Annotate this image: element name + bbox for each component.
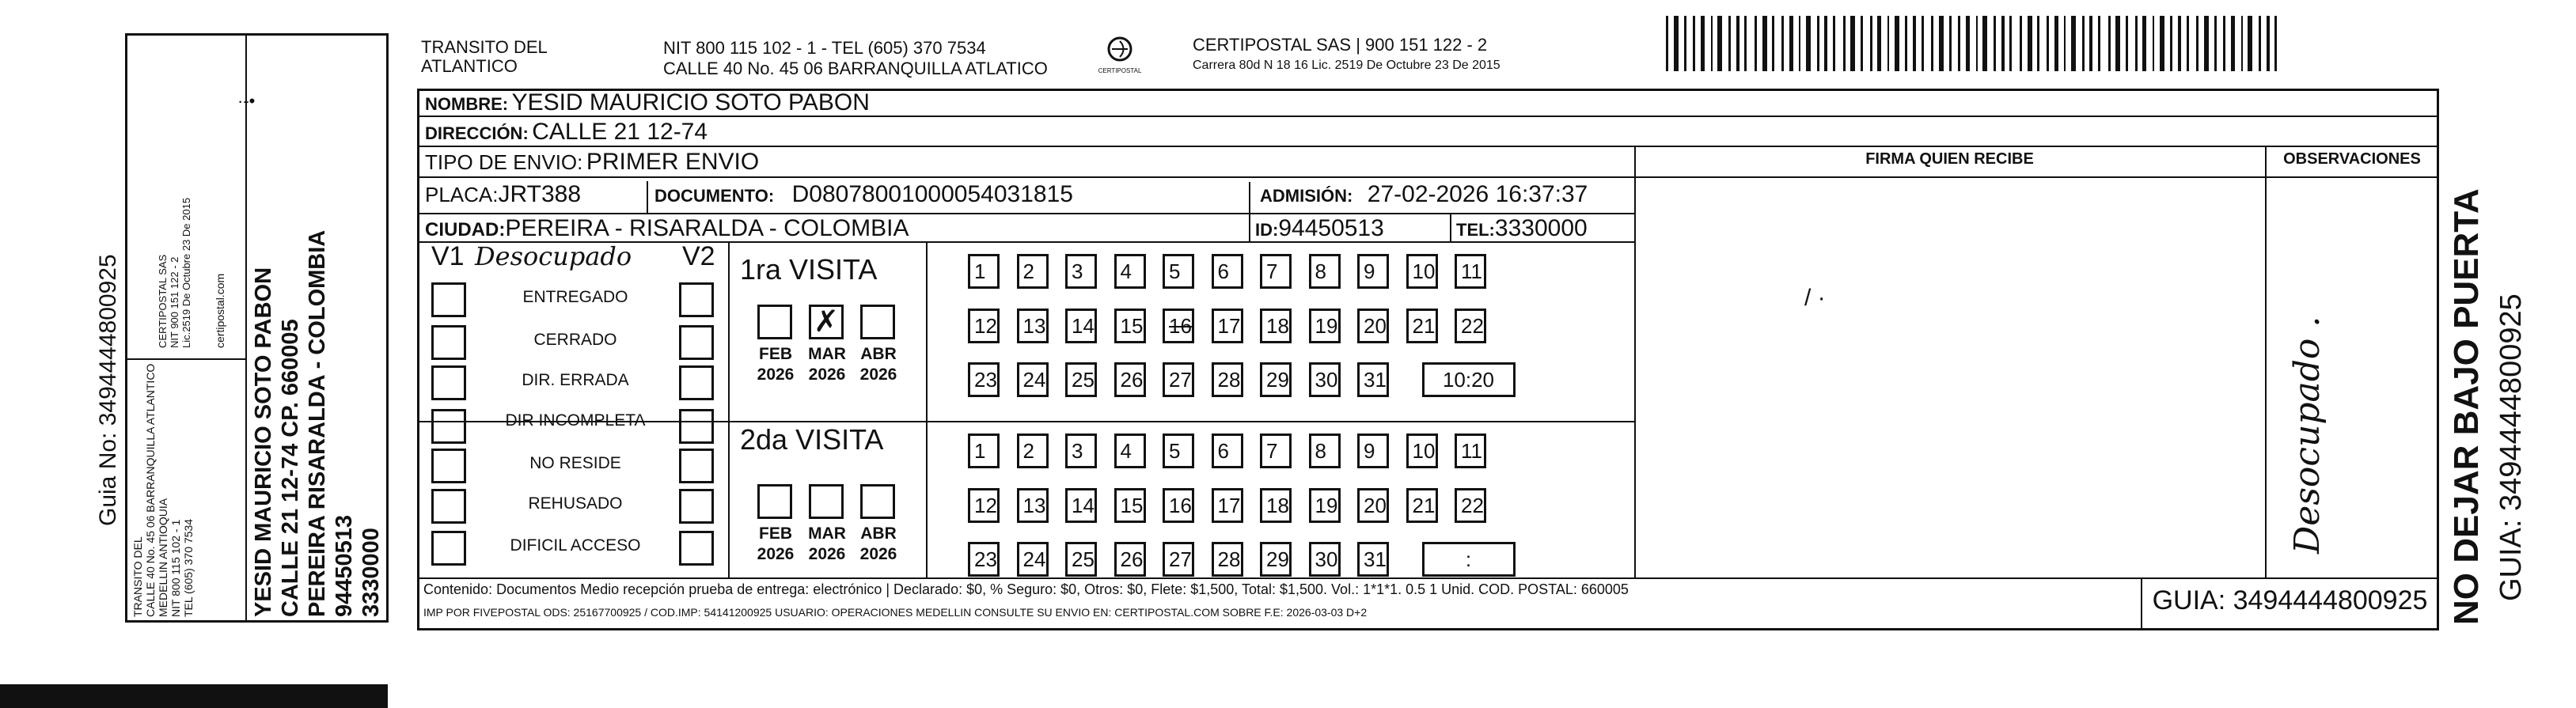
barcode-bar (1728, 16, 1731, 71)
firma-marks: / · (1804, 285, 1826, 311)
day-box[interactable]: 17 (1212, 488, 1243, 523)
status-entregado: ENTREGADO (522, 288, 628, 306)
stub-carrier-web: certipostal.com (214, 273, 226, 348)
placa-field: PLACA:JRT388 (425, 181, 582, 207)
status-cerrado: CERRADO (533, 331, 617, 349)
barcode-bar (1966, 16, 1970, 71)
day-box[interactable]: 10 (1406, 254, 1438, 289)
stub-mark: ·-• (237, 91, 256, 111)
day-box[interactable]: 20 (1357, 488, 1389, 523)
barcode-bar (1789, 16, 1793, 71)
day-box[interactable]: 17 (1212, 309, 1243, 343)
barcode-bar (2115, 16, 2120, 71)
barcode-bar (1870, 16, 1872, 71)
day-box[interactable]: 9 (1357, 434, 1389, 468)
day-box[interactable]: 4 (1114, 254, 1146, 289)
day-box[interactable]: 28 (1212, 362, 1243, 397)
day-box[interactable]: 31 (1357, 362, 1389, 397)
day-box[interactable]: 20 (1357, 309, 1389, 343)
barcode-bar (2187, 16, 2189, 71)
header-carrier-nit: CERTIPOSTAL SAS | 900 151 122 - 2 (1193, 35, 1488, 55)
barcode-bar (2098, 16, 2100, 71)
month-checkbox-abr[interactable] (860, 305, 895, 339)
header-sender-info: NIT 800 115 102 - 1 - TEL (605) 370 7534 CALLE 40 No. 45 06 BARRANQUILLA ATLATICO (663, 38, 1048, 78)
id-field: ID:94450513 (1255, 215, 1384, 241)
day-box[interactable]: 21 (1406, 488, 1438, 523)
day-box[interactable]: 30 (1309, 542, 1341, 577)
barcode-bar (2135, 16, 2138, 71)
day-box[interactable]: 6 (1212, 434, 1243, 468)
barcode-bar (1833, 16, 1835, 71)
barcode-bar (1711, 16, 1713, 71)
month-label: FEB 2026 (757, 345, 795, 384)
day-box[interactable]: 8 (1309, 434, 1341, 468)
day-box[interactable]: 3 (1065, 254, 1097, 289)
day-box[interactable]: 21 (1406, 309, 1438, 343)
barcode-bar (1976, 16, 1978, 71)
day-box[interactable]: 19 (1309, 309, 1341, 343)
status-rehusado-v1[interactable] (431, 489, 466, 524)
barcode-bar (2054, 16, 2058, 71)
status-dir-incompleta-v2[interactable] (679, 409, 714, 444)
barcode-bar (2259, 16, 2261, 71)
barcode-bar (1717, 16, 1722, 71)
barcode-bar (2231, 16, 2235, 71)
status-rehusado: REHUSADO (528, 494, 623, 513)
direccion-row: DIRECCIÓN: CALLE 21 12-74 (425, 119, 708, 145)
documento-field: DOCUMENTO: D08078001000054031815 (654, 181, 1073, 207)
month-checkbox-mar[interactable]: ✗ (809, 305, 844, 339)
barcode-bar (2020, 16, 2022, 71)
barcode-bar (1684, 16, 1686, 71)
barcode-bar (1994, 16, 1996, 71)
v1-label: V1 (431, 241, 465, 271)
ciudad-field: CIUDAD:PEREIRA - RISARALDA - COLOMBIA (425, 215, 909, 241)
visit2-title: 2da VISITA (740, 423, 884, 456)
day-box[interactable]: 3 (1065, 434, 1097, 468)
barcode-bar (2196, 16, 2199, 71)
day-box[interactable]: 29 (1260, 362, 1292, 397)
month-label: FEB 2026 (757, 524, 795, 563)
no-dejar-bajo-puerta: NO DEJAR BAJO PUERTA (2447, 188, 2486, 625)
month-checkbox-mar[interactable] (809, 484, 844, 519)
day-box[interactable]: 14 (1065, 488, 1097, 523)
tipo-envio-row: TIPO DE ENVIO: PRIMER ENVIO (425, 149, 760, 175)
day-box[interactable]: 23 (968, 542, 1000, 577)
status-cerrado-v1[interactable] (431, 325, 466, 360)
day-box[interactable]: 11 (1455, 434, 1486, 468)
barcode-bar (2170, 16, 2172, 71)
visit-time-box[interactable]: 10:20 (1422, 362, 1516, 397)
barcode-bar (1744, 16, 1747, 71)
header-sender-name: TRANSITO DEL ATLANTICO (421, 37, 548, 76)
barcode-bar (2089, 16, 2092, 71)
barcode-bar (2223, 16, 2225, 71)
day-box[interactable]: 25 (1065, 362, 1097, 397)
status-dificil-acceso-v1[interactable] (431, 531, 466, 566)
status-dir-errada-v1[interactable] (431, 365, 466, 400)
day-box[interactable]: 10 (1406, 434, 1438, 468)
barcode-bar (1824, 16, 1827, 71)
barcode-bar (1817, 16, 1819, 71)
day-box[interactable]: 19 (1309, 488, 1341, 523)
barcode-bar (2178, 16, 2181, 71)
observaciones-label: OBSERVACIONES (2283, 150, 2421, 168)
day-box[interactable]: 14 (1065, 309, 1097, 343)
barcode-bar (2214, 16, 2217, 71)
day-box[interactable]: 5 (1163, 434, 1194, 468)
barcode-bar (1701, 16, 1705, 71)
footer-guia: GUIA: 3494444800925 (2152, 585, 2428, 615)
day-box[interactable]: 27 (1163, 362, 1194, 397)
right-guia: GUIA: 3494444800925 (2494, 293, 2528, 601)
day-box[interactable]: 15 (1114, 309, 1146, 343)
barcode-bar (1693, 16, 1695, 71)
barcode (1666, 16, 2283, 71)
day-box[interactable]: 25 (1065, 542, 1097, 577)
tel-field: TEL:3330000 (1456, 215, 1588, 241)
status-dificil-acceso-v2[interactable] (679, 531, 714, 566)
visit1-title: 1ra VISITA (740, 253, 878, 286)
day-box[interactable]: 13 (1017, 309, 1049, 343)
month-checkbox-abr[interactable] (860, 484, 895, 519)
barcode-bar (1931, 16, 1933, 71)
status-dir-errada: DIR. ERRADA (522, 371, 629, 389)
barcode-bar (1895, 16, 1899, 71)
barcode-bar (2274, 16, 2277, 71)
barcode-bar (1861, 16, 1863, 71)
day-box[interactable]: 18 (1260, 309, 1292, 343)
barcode-bar (2248, 16, 2252, 71)
day-box[interactable]: 29 (1260, 542, 1292, 577)
day-box[interactable]: 28 (1212, 542, 1243, 577)
day-box[interactable]: 23 (968, 362, 1000, 397)
status-cerrado-v2[interactable] (679, 325, 714, 360)
barcode-bar (1922, 16, 1924, 71)
barcode-bar (2082, 16, 2085, 71)
barcode-bar (2001, 16, 2005, 71)
barcode-bar (2142, 16, 2146, 71)
day-box[interactable]: 6 (1212, 254, 1243, 289)
day-box[interactable]: 31 (1357, 542, 1389, 577)
firma-label: FIRMA QUIEN RECIBE (1865, 150, 2034, 168)
day-box[interactable]: 12 (968, 309, 1000, 343)
day-box[interactable]: 8 (1309, 254, 1341, 289)
month-checkbox-feb[interactable] (757, 305, 792, 339)
barcode-bar (1905, 16, 1907, 71)
status-no-reside-v2[interactable] (679, 449, 714, 483)
day-box[interactable]: 30 (1309, 362, 1341, 397)
barcode-bar (2153, 16, 2154, 71)
header-carrier-license: Carrera 80d N 18 16 Lic. 2519 De Octubre 23 De 2015 (1193, 59, 1500, 72)
barcode-bar (1666, 16, 1668, 71)
footer-contenido: Contenido: Documentos Medio recepción prueba de entrega: electrónico | Declarado: $0, % Seguro: $0, Otros: $0, Flete: $1,500, Total: $1,500. Vol.: 1*1*1. 0.5 1 Unid. COD. POSTAL: 660005 (423, 581, 1629, 597)
carrier-logo: CERTIPOSTAL (1094, 35, 1146, 74)
day-box[interactable]: 5 (1163, 254, 1194, 289)
day-box[interactable]: 2 (1017, 254, 1049, 289)
month-label: ABR 2026 (859, 345, 897, 384)
stub-carrier: CERTIPOSTAL SAS NIT 900 151 122 - 2 Lic.2519 De Octubre 23 De 2015 (157, 197, 192, 348)
status-dificil-acceso: DIFICIL ACCESO (510, 536, 641, 555)
month-label: MAR 2026 (808, 524, 846, 563)
barcode-bar (1982, 16, 1987, 71)
day-box[interactable]: 22 (1455, 488, 1486, 523)
observaciones-handwritten: Desocupado . (2287, 316, 2328, 554)
barcode-bar (1736, 16, 1739, 71)
day-box[interactable]: 27 (1163, 542, 1194, 577)
guia-number-vertical: Guia No: 3494444800925 (95, 254, 121, 526)
day-box[interactable]: 7 (1260, 434, 1292, 468)
v2-label: V2 (682, 241, 715, 271)
day-box[interactable]: 11 (1455, 254, 1486, 289)
month-checkbox-feb[interactable] (757, 484, 792, 519)
footer-imp: IMP POR FIVEPOSTAL ODS: 25167700925 / COD.IMP: 54141200925 USUARIO: OPERACIONES MEDELLIN CONSULTE SU ENVIO EN: CERTIPOSTAL.COM SOBRE F.E: 2026-03-03 D+2 (423, 606, 1368, 619)
barcode-bar (2267, 16, 2270, 71)
day-box[interactable]: 4 (1114, 434, 1146, 468)
status-entregado-v1[interactable] (431, 282, 466, 317)
month-label: MAR 2026 (808, 345, 846, 384)
barcode-bar (1958, 16, 1960, 71)
day-box[interactable]: 16 (1163, 309, 1194, 343)
day-box[interactable]: 12 (968, 488, 1000, 523)
status-no-reside-v1[interactable] (431, 449, 466, 483)
day-box[interactable]: 24 (1017, 542, 1049, 577)
nombre-row: NOMBRE: YESID MAURICIO SOTO PABON (425, 89, 870, 115)
day-box[interactable]: 15 (1114, 488, 1146, 523)
day-box[interactable]: 1 (968, 434, 1000, 468)
barcode-bar (1674, 16, 1679, 71)
barcode-bar (2064, 16, 2066, 71)
barcode-bar (2071, 16, 2076, 71)
barcode-bar (1949, 16, 1952, 71)
visit-time-box[interactable]: : (1422, 542, 1516, 577)
barcode-bar (1781, 16, 1784, 71)
barcode-bar (1799, 16, 1800, 71)
barcode-bar (1850, 16, 1855, 71)
status-entregado-v2[interactable] (679, 282, 714, 317)
day-box[interactable]: 18 (1260, 488, 1292, 523)
barcode-bar (2241, 16, 2243, 71)
status-dir-errada-v2[interactable] (679, 365, 714, 400)
day-box[interactable]: 24 (1017, 362, 1049, 397)
status-dir-incompleta: DIR INCOMPLETA (505, 411, 646, 430)
barcode-bar (1772, 16, 1774, 71)
barcode-bar (2108, 16, 2111, 71)
barcode-bar (1887, 16, 1889, 71)
day-box[interactable]: 22 (1455, 309, 1486, 343)
status-dir-incompleta-v1[interactable] (431, 409, 466, 444)
day-box[interactable]: 13 (1017, 488, 1049, 523)
status-rehusado-v2[interactable] (679, 489, 714, 524)
day-box[interactable]: 16 (1163, 488, 1194, 523)
barcode-bar (1877, 16, 1881, 71)
barcode-bar (2160, 16, 2164, 71)
barcode-bar (1806, 16, 1811, 71)
admision-field: ADMISIÓN: 27-02-2026 16:37:37 (1260, 181, 1588, 207)
barcode-bar (1762, 16, 1767, 71)
status-no-reside: NO RESIDE (529, 454, 621, 472)
barcode-bar (2204, 16, 2209, 71)
scan-edge (0, 684, 388, 708)
v1-handwritten: Desocupado (475, 241, 632, 271)
day-box[interactable]: 9 (1357, 254, 1389, 289)
barcode-bar (2047, 16, 2049, 71)
barcode-bar (2126, 16, 2128, 71)
barcode-bar (2009, 16, 2012, 71)
day-box[interactable]: 7 (1260, 254, 1292, 289)
day-box[interactable]: 2 (1017, 434, 1049, 468)
barcode-bar (1939, 16, 1944, 71)
barcode-bar (2028, 16, 2032, 71)
barcode-bar (2037, 16, 2039, 71)
day-box[interactable]: 26 (1114, 542, 1146, 577)
barcode-bar (1913, 16, 1916, 71)
month-label: ABR 2026 (859, 524, 897, 563)
day-box[interactable]: 26 (1114, 362, 1146, 397)
stub-recipient: YESID MAURICIO SOTO PABON CALLE 21 12-74 CP. 660005 PEREIRA RISARALDA - COLOMBIA 94450513 3330000 (251, 229, 384, 617)
barcode-bar (1843, 16, 1846, 71)
day-box[interactable]: 1 (968, 254, 1000, 289)
stub-sender: TRANSITO DEL CALLE 40 No. 45 06 BARRANQUILLA ATLANTICO MEDELLIN ANTIOQUIA NIT 800 115 102 - 1 TEL (605) 370 7534 (131, 363, 195, 617)
barcode-bar (1755, 16, 1757, 71)
